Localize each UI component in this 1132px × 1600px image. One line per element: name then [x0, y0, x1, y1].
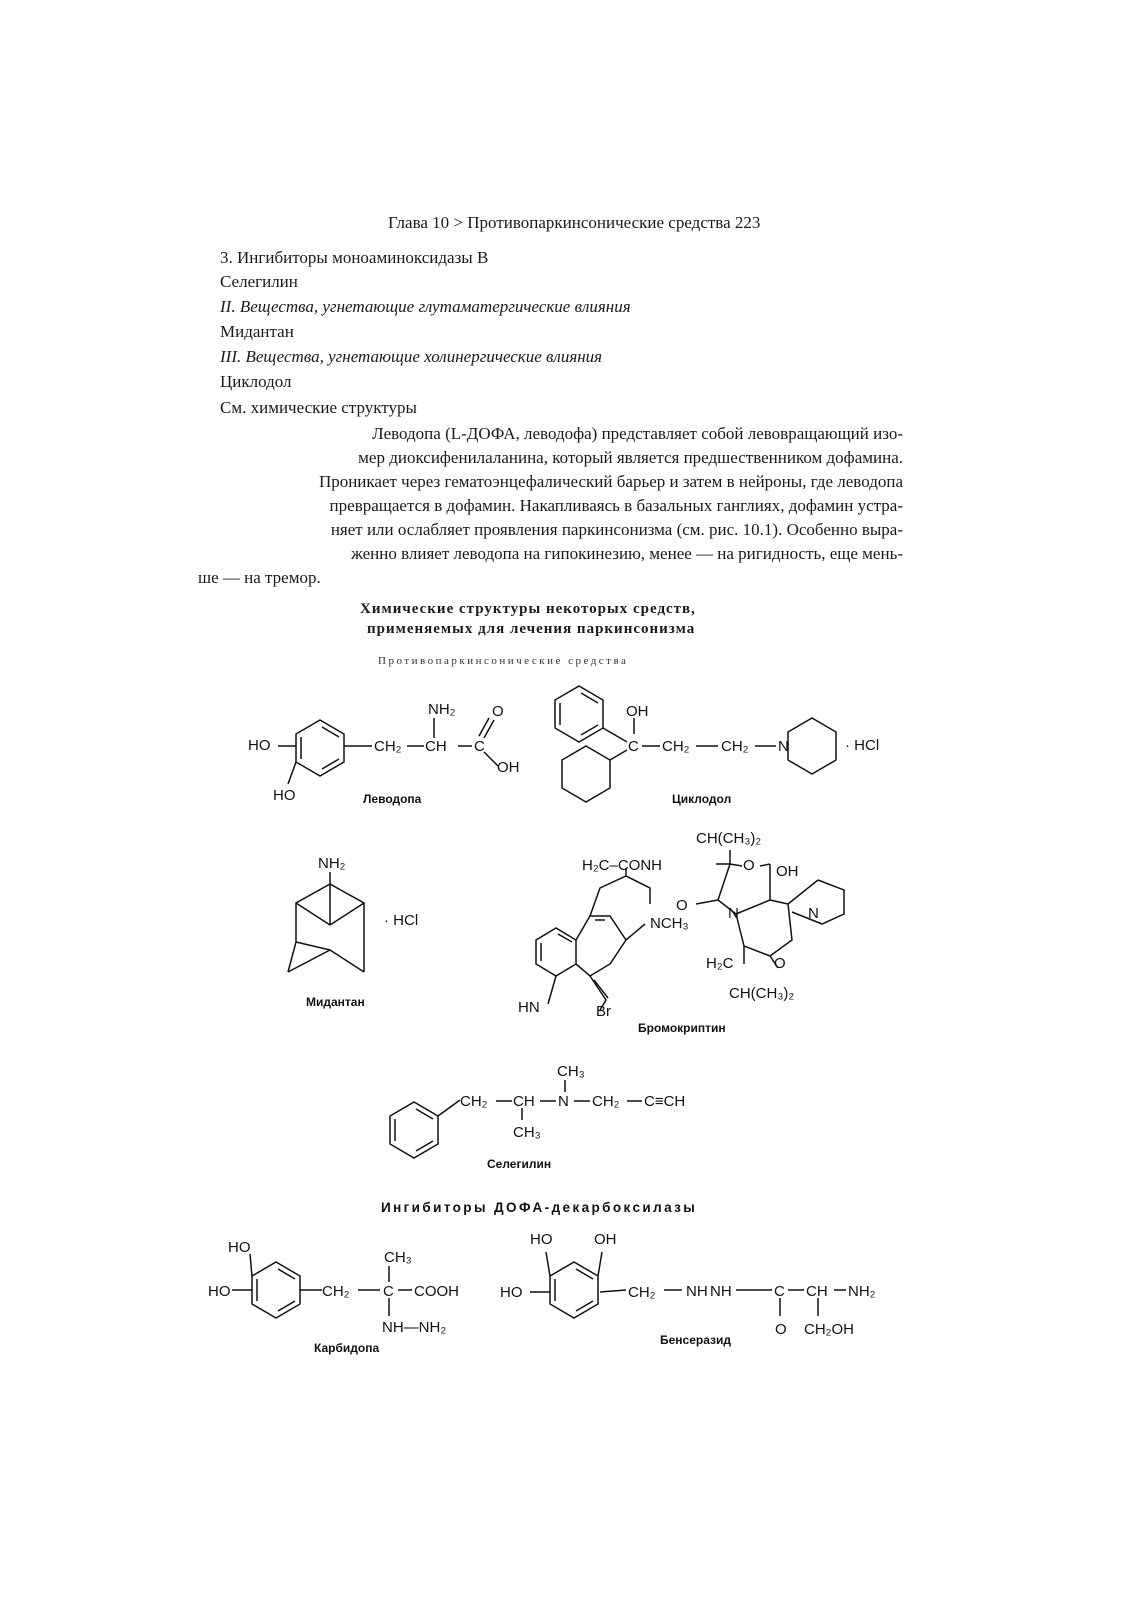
bromine-label: Br [596, 1003, 611, 1020]
hydroxyl-label: HO [500, 1284, 523, 1301]
hcl-salt-label: · HCl [845, 737, 880, 754]
amino-label: NH₂ [848, 1283, 876, 1300]
indole-nh-label: HN [518, 999, 540, 1016]
hydroxyl-label: OH [626, 703, 649, 720]
methine-label: CH [806, 1283, 828, 1300]
figure-section-antiparkinson: Противопаркинсонические средства [378, 655, 629, 667]
hydroxyl-label: HO [228, 1239, 251, 1256]
oxygen-label: O [492, 703, 504, 720]
carbonyl-oxygen-label: O [676, 897, 688, 914]
section-heading-cholinergic: III. Вещества, угнетающие холинергические влияния [220, 347, 603, 366]
ch2-conh-label: H₂C–CONH [582, 857, 662, 874]
paragraph-line: Леводопа (L-ДОФА, леводофа) представляет собой левовращающий изо- [372, 424, 903, 443]
methine-label: CH [425, 738, 447, 755]
selegiline-structure [390, 1063, 685, 1171]
caption-carbidopa: Карбидопа [314, 1341, 380, 1355]
carbon-label: C [628, 738, 639, 755]
carbidopa-structure [208, 1239, 459, 1355]
hydrazine-label: NH—NH₂ [382, 1319, 447, 1336]
caption-levodopa: Леводопа [363, 792, 422, 806]
carboxyl-label: COOH [414, 1283, 459, 1300]
nh-label: NH [686, 1283, 708, 1300]
methyl-label: CH₃ [513, 1124, 541, 1141]
caption-bromocriptine: Бромокриптин [638, 1021, 726, 1035]
levodopa-structure [248, 701, 520, 806]
caption-midantan: Мидантан [306, 995, 365, 1009]
list-item-cyclodol: Циклодол [220, 372, 292, 391]
methylene-label: CH₂ [374, 738, 402, 755]
amino-label: NH₂ [318, 855, 346, 872]
caption-cyclodol: Циклодол [672, 792, 732, 806]
alkyne-label: C≡CH [644, 1093, 686, 1110]
carbon-label: C [474, 738, 485, 755]
oxygen-label: O [743, 857, 755, 874]
carbonyl-oxygen-label: O [775, 1321, 787, 1338]
nitrogen-label: N [728, 905, 739, 922]
figure-title-line1: Химические структуры некоторых средств, [360, 601, 696, 617]
list-item-midantan: Мидантан [220, 322, 294, 341]
methylene-label: CH₂ [721, 738, 749, 755]
hydroxyl-label: OH [776, 863, 799, 880]
midantan-structure [288, 855, 418, 1009]
caption-selegiline: Селегилин [487, 1157, 552, 1171]
list-item-selegiline: Селегилин [220, 272, 298, 291]
figure-title-line2: применяемых для лечения паркинсонизма [367, 621, 696, 637]
hydroxyl-label: OH [497, 759, 520, 776]
paragraph-line: ше — на тремор. [198, 568, 321, 587]
list-item-mao-b: 3. Ингибиторы моноаминоксидазы В [220, 248, 489, 267]
methine-label: CH [513, 1093, 535, 1110]
paragraph-line: няет или ослабляет проявления паркинсонизма (см. рис. 10.1). Особенно выра- [330, 520, 903, 539]
isopropyl-label: CH(CH₃)₂ [696, 830, 762, 847]
section-heading-glutamatergic: II. Вещества, угнетающие глутаматергические влияния [220, 297, 631, 316]
paragraph-line: превращается в дофамин. Накапливаясь в базальных ганглиях, дофамин устра- [329, 496, 903, 515]
methylene-label: H₂C [706, 955, 734, 972]
see-structures-note: См. химические структуры [220, 398, 417, 417]
methylene-label: CH₂ [460, 1093, 488, 1110]
n-methyl-label: NCH₃ [650, 915, 689, 932]
nitrogen-label: N [778, 738, 789, 755]
benserazide-structure [500, 1231, 876, 1347]
methylene-label: CH₂ [628, 1284, 656, 1301]
paragraph-line: Проникает через гематоэнцефалический барьер и затем в нейроны, где леводопа [318, 472, 903, 491]
paragraph-line: женно влияет леводопа на гипокинезию, менее — на ригидность, еще мень- [351, 544, 903, 563]
figure-section-decarboxylase: Ингибиторы ДОФА-декарбоксилазы [381, 1200, 698, 1215]
running-head: Глава 10 > Противопаркинсонические средства 223 [388, 213, 761, 232]
caption-benserazide: Бенсеразид [660, 1333, 732, 1347]
methylene-label: CH₂ [322, 1283, 350, 1300]
carbon-label: C [383, 1283, 394, 1300]
methylene-label: CH₂ [592, 1093, 620, 1110]
hydroxyl-label: HO [273, 787, 296, 804]
nh-label-2: NH [710, 1283, 732, 1300]
nitrogen-label: N [808, 905, 819, 922]
hydroxymethyl-label: CH₂OH [804, 1321, 854, 1338]
hcl-salt-label: · HCl [384, 912, 419, 929]
bromocriptine-structure [518, 830, 844, 1035]
hydroxyl-label: HO [208, 1283, 231, 1300]
hydroxyl-label: OH [594, 1231, 617, 1248]
isopropyl-label: CH(CH₃)₂ [729, 985, 795, 1002]
cyclodol-structure [555, 686, 879, 806]
carbon-label: C [774, 1283, 785, 1300]
methyl-label: CH₃ [384, 1249, 412, 1266]
hydroxyl-label: HO [248, 737, 271, 754]
paragraph-line: мер диоксифенилаланина, который является предшественником дофамина. [358, 448, 903, 467]
amino-label: NH₂ [428, 701, 456, 718]
methylene-label: CH₂ [662, 738, 690, 755]
nitrogen-label: N [558, 1093, 569, 1110]
hydroxyl-label: HO [530, 1231, 553, 1248]
methyl-label: CH₃ [557, 1063, 585, 1080]
carbonyl-oxygen-label: O [774, 955, 786, 972]
